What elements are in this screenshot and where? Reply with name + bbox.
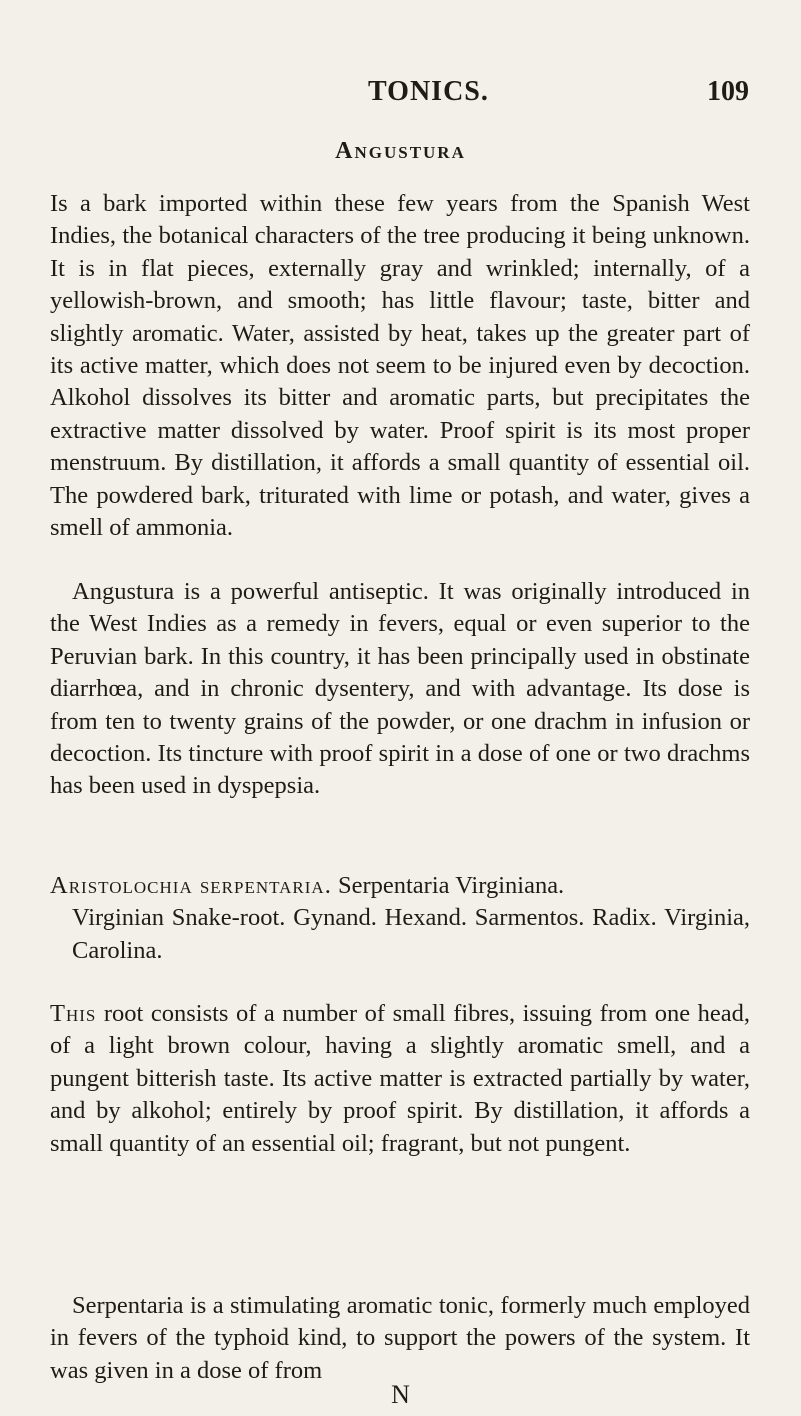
angustura-paragraph-1: Is a bark imported within these few years from the Spanish West Indies, the botanical characters of the tree producing it being unknown. It is in flat pieces, externally gray and wrinkled; internally, of a yellowish-brown, and smooth; has little flavour; taste, bitter and slightly aromatic. Water, assisted by heat, takes up the greater part of its active matter, which does not seem to be injured even by decoction. Alkohol dissolves its bitter and aromatic parts, but precipitates the extractive matter dissolved by water. Proof spirit is its most proper menstruum. By distillation, it affords a small quantity of essential oil. The powdered bark, triturated with lime or potash, and water, gives a smell of ammonia. <box>50 190 750 542</box>
angustura-paragraph-2: Angustura is a powerful antiseptic. It was originally introduced in the West Indies as a remedy in fevers, equal or even superior to the Peruvian bark. In this country, it has been principally used in obstinate diarrhœa, and in chronic dysentery, and with advantage. Its dose is from ten to twenty grains of the powder, or one drachm in infusion or decoction. Its tincture with proof spirit in a dose of one or two drachms has been used in dyspepsia. <box>50 578 750 800</box>
serpentaria-paragraph-1 <box>50 998 750 1160</box>
section-title-angustura: Angustura <box>335 138 466 164</box>
page-number: 109 <box>707 76 749 107</box>
paragraph-lead-word: This <box>50 1000 97 1027</box>
section-heading-serpentaria <box>50 870 750 967</box>
serpentaria-latin-name: Aristolochia serpentaria. <box>50 872 332 899</box>
serpentaria-name: Serpentaria Virginiana. <box>331 872 565 899</box>
serpentaria-paragraph-2: Serpentaria is a stimulating aromatic tonic, formerly much employed in fevers of the typhoid kind, to support the powers of the system. It was given in a dose of from <box>50 1292 750 1384</box>
running-head <box>368 76 749 116</box>
serpentaria-heading-detail: Virginian Snake-root. Gynand. Hexand. Sarmentos. Radix. Virginia, Carolina. <box>72 904 750 964</box>
serpentaria-paragraph-1-text: root consists of a number of small fibres, issuing from one head, of a light brown colour, having a slightly aromatic smell, and a pungent bitterish taste. Its active matter is extracted partially by water, and by alkohol; entirely by proof spirit. By distillation, it affords a small quantity of an essential oil; fragrant, but not pungent. <box>50 1000 750 1157</box>
running-title: TONICS. <box>368 76 489 107</box>
signature-mark: N <box>391 1380 410 1409</box>
